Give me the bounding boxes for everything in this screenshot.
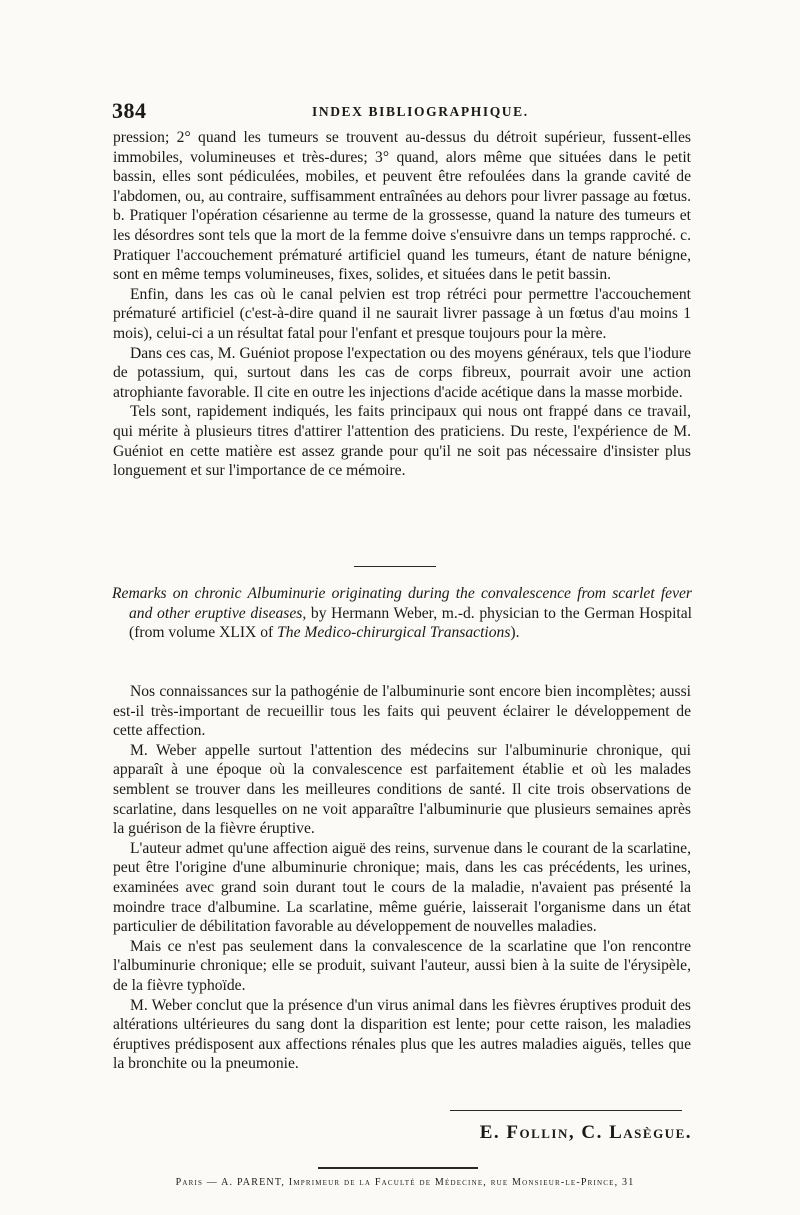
paragraph: L'auteur admet qu'une affection aiguë des reins, survenue dans le courant de la scarlatine, peut être l'origine d'une albuminurie chronique; mais, dans les cas précédents, les urines, examinées avec grand soin durant tout le cours de la maladie, n'avaient pas présenté la moindre trace d'albumine. La scarlatine, même guérie, laisserait l'organisme dans un état particulier de débilitation favorable au développement de nouvelles maladies.	[113, 839, 691, 936]
paragraph: Nos connaissances sur la pathogénie de l'albuminurie sont encore bien incomplètes; aussi est-il très-important de recueillir tous les faits qui peuvent éclairer le développement de cette affection.	[113, 683, 691, 740]
footer-rule	[318, 1167, 478, 1169]
page-number: 384	[112, 98, 147, 123]
paragraph: M. Weber conclut que la présence d'un virus animal dans les fièvres éruptives produit des altérations ultérieures du sang dont la disparition est lente; pour cette raison, les maladies éruptives prédisposent aux affections rénales plus que les autres maladies aiguës, telles que la bronchite ou la pneumonie.	[113, 996, 691, 1073]
bibliographic-reference	[112, 584, 692, 643]
review-body	[113, 682, 691, 1074]
continued-review	[113, 128, 691, 481]
paragraph: Mais ce n'est pas seulement dans la convalescence de la scarlatine que l'on rencontre l'albuminurie chronique; elle se produit, suivant l'auteur, aussi bien à la suite de l'érysipèle, de la fièvre typhoïde.	[113, 937, 691, 994]
signature-rule	[450, 1110, 682, 1111]
paragraph: M. Weber appelle surtout l'attention des médecins sur l'albuminurie chronique, qui apparaît à une époque où la convalescence est parfaitement établie et où les malades semblent se trouver dans les meilleures conditions de santé. Il cite trois observations de scarlatine, dans lesquelles on ne voit apparaître l'albuminurie que plusieurs semaines après la guérison de la fièvre éruptive.	[113, 741, 691, 838]
running-head	[112, 98, 692, 124]
reference-journal: The Medico-chirurgical Transactions	[277, 624, 511, 642]
paragraph: pression; 2° quand les tumeurs se trouvent au-dessus du détroit supérieur, fussent-elles immobiles, volumineuses et très-dures; 3° quand, alors même que situées dans le petit bassin, elles sont pédiculées, mobiles, et peuvent être refoulées dans la grande cavité de l'abdomen, ou, au contraire, suffisamment entraînées au dehors pour livrer passage au fœtus. b. Pratiquer l'opération césarienne au terme de la grossesse, quand la nature des tumeurs et les désordres sont tels que la mort de la femme doive s'ensuivre dans un temps rapproché. c. Pratiquer l'accouchement prématuré artificiel quand les tumeurs, étant de nature bénigne, sont en même temps volumineuses, fixes, solides, et situées dans le petit bassin.	[113, 129, 691, 284]
reference-end: ).	[510, 624, 520, 642]
reference-title: Remarks on chronic Albuminurie originating during the convalescence from scarlet fever and other eruptive diseases,	[112, 585, 692, 622]
paragraph: Tels sont, rapidement indiqués, les faits principaux qui nous ont frappé dans ce travail, qui mérite à plusieurs titres d'attirer l'attention des praticiens. Du reste, l'expérience de M. Guéniot en cette matière est assez grande pour qu'il ne soit pas nécessaire d'insister plus longuement et sur l'importance de ce mémoire.	[113, 403, 691, 480]
author-signature: E. Follin, C. Lasègue.	[479, 1122, 692, 1143]
reference-entry	[112, 584, 692, 643]
section-separator	[354, 566, 436, 567]
reference-author: by Hermann Weber, m.-d. physician to the German Hospital (from volume XLIX of	[129, 604, 692, 642]
printer-imprint: Paris — A. PARENT, Imprimeur de la Faculté de Médecine, rue Monsieur-le-Prince, 31	[175, 1177, 635, 1188]
running-title: INDEX BIBLIOGRAPHIQUE.	[312, 104, 529, 119]
paragraph: Dans ces cas, M. Guéniot propose l'expectation ou des moyens généraux, tels que l'iodure de potassium, qui, surtout dans les cas de corps fibreux, pourrait avoir une action atrophiante favorable. Il cite en outre les injections d'acide acétique dans la masse morbide.	[113, 344, 691, 401]
paragraph: Enfin, dans les cas où le canal pelvien est trop rétréci pour permettre l'accouchement prématuré artificiel (c'est-à-dire quand il ne saurait livrer passage à un fœtus d'au moins 1 mois), celui-ci a un résultat fatal pour l'enfant et presque toujours pour la mère.	[113, 285, 691, 342]
